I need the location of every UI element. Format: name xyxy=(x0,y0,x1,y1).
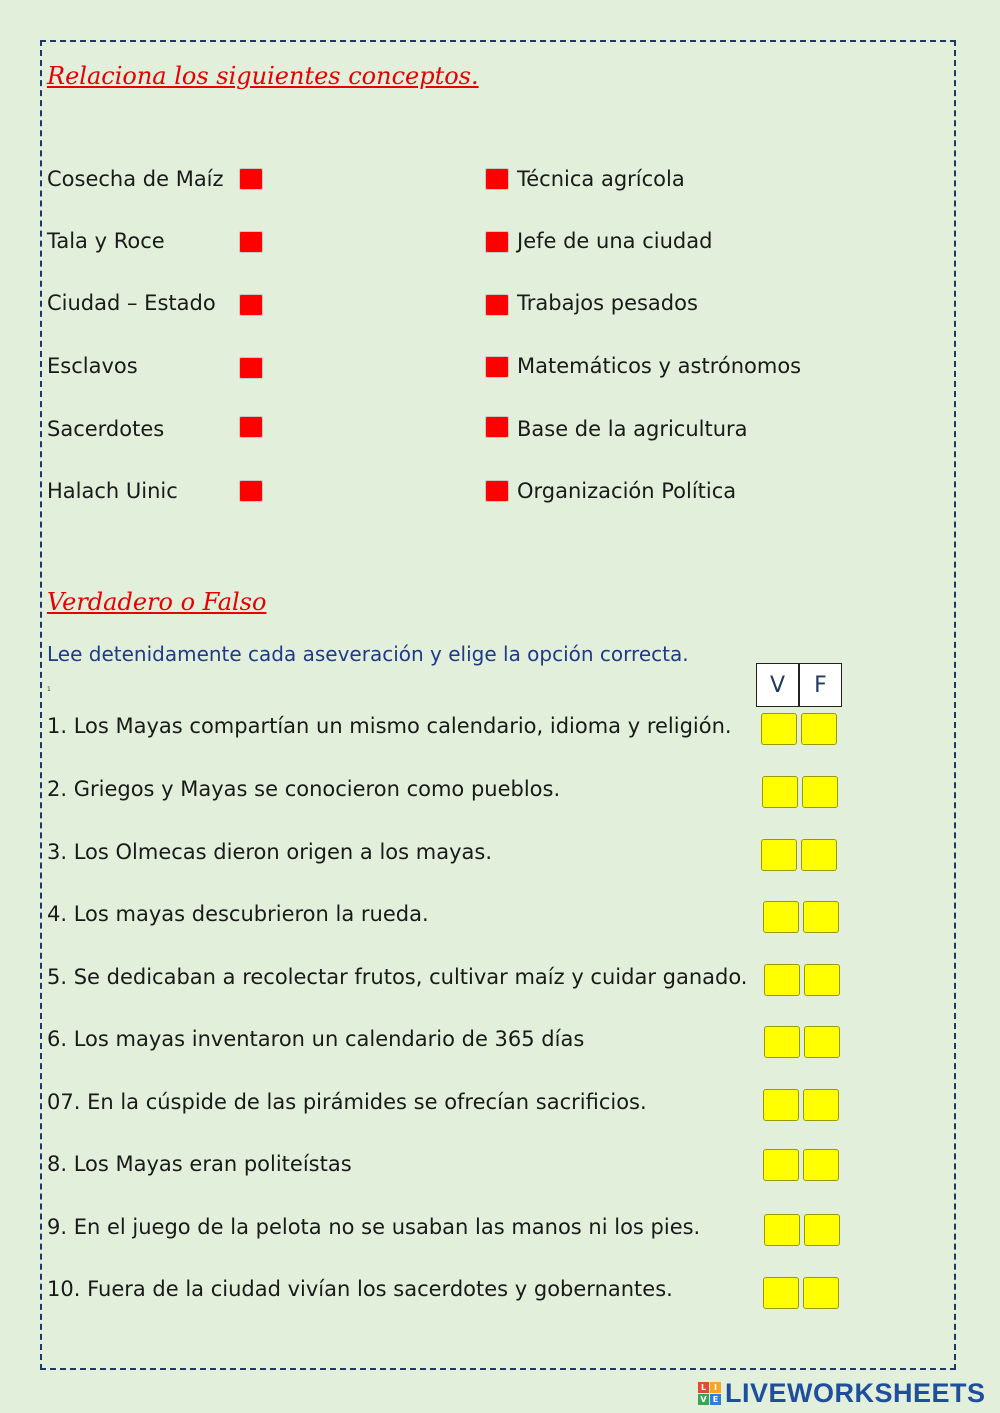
left-match-box-4[interactable] xyxy=(239,357,263,379)
right-concept-4: Matemáticos y astrónomos xyxy=(517,354,802,378)
answer-f-9[interactable] xyxy=(804,1214,840,1246)
answer-f-1[interactable] xyxy=(801,713,837,745)
answer-v-2[interactable] xyxy=(762,776,798,808)
answer-v-9[interactable] xyxy=(764,1214,800,1246)
tf-instruction: Lee detenidamente cada aseveración y elige la opción correcta. xyxy=(47,642,689,666)
answer-f-3[interactable] xyxy=(801,839,837,871)
answer-v-6[interactable] xyxy=(764,1026,800,1058)
left-match-box-2[interactable] xyxy=(239,231,263,253)
answer-v-1[interactable] xyxy=(761,713,797,745)
statement-6: 6. Los mayas inventaron un calendario de 365 días xyxy=(47,1027,585,1051)
answer-f-10[interactable] xyxy=(803,1277,839,1309)
answer-f-4[interactable] xyxy=(803,901,839,933)
right-match-box-3[interactable] xyxy=(485,294,509,316)
right-match-box-4[interactable] xyxy=(485,356,509,378)
answer-f-2[interactable] xyxy=(802,776,838,808)
left-match-box-6[interactable] xyxy=(239,480,263,502)
statement-9: 9. En el juego de la pelota no se usaban las manos ni los pies. xyxy=(47,1215,701,1239)
answer-v-3[interactable] xyxy=(761,839,797,871)
right-concept-1: Técnica agrícola xyxy=(517,167,685,191)
v-column-header: V xyxy=(756,663,799,707)
answer-f-5[interactable] xyxy=(804,964,840,996)
right-concept-6: Organización Política xyxy=(517,479,737,503)
left-match-box-3[interactable] xyxy=(239,294,263,316)
left-concept-1: Cosecha de Maíz xyxy=(47,167,224,191)
logo-letter-e: E xyxy=(710,1394,721,1405)
answer-v-8[interactable] xyxy=(763,1149,799,1181)
answer-v-4[interactable] xyxy=(763,901,799,933)
tf-section-title: Verdadero o Falso xyxy=(47,588,267,616)
answer-f-8[interactable] xyxy=(803,1149,839,1181)
right-match-box-1[interactable] xyxy=(485,168,509,190)
answer-v-5[interactable] xyxy=(764,964,800,996)
answer-f-7[interactable] xyxy=(803,1089,839,1121)
logo-text: LIVEWORKSHEETS xyxy=(725,1377,986,1408)
logo-letter-v: V xyxy=(698,1394,709,1405)
right-match-box-6[interactable] xyxy=(485,480,509,502)
statement-2: 2. Griegos y Mayas se conocieron como pueblos. xyxy=(47,777,561,801)
statement-10: 10. Fuera de la ciudad vivían los sacerdotes y gobernantes. xyxy=(47,1277,673,1301)
right-match-box-5[interactable] xyxy=(485,416,509,438)
right-concept-2: Jefe de una ciudad xyxy=(517,229,713,253)
left-concept-5: Sacerdotes xyxy=(47,417,165,441)
statement-1: 1. Los Mayas compartían un mismo calendario, idioma y religión. xyxy=(47,714,732,738)
statement-4: 4. Los mayas descubrieron la rueda. xyxy=(47,902,429,926)
left-concept-3: Ciudad – Estado xyxy=(47,291,216,315)
logo-mark-icon xyxy=(698,1382,721,1405)
left-match-box-5[interactable] xyxy=(239,416,263,438)
right-concept-3: Trabajos pesados xyxy=(517,291,698,315)
liveworksheets-logo xyxy=(698,1378,986,1408)
logo-letter-i: I xyxy=(710,1382,721,1393)
left-concept-2: Tala y Roce xyxy=(47,229,165,253)
statement-8: 8. Los Mayas eran politeístas xyxy=(47,1152,352,1176)
match-section-title: Relaciona los siguientes conceptos. xyxy=(47,62,479,90)
tiny-mark: 1 xyxy=(47,686,51,693)
right-match-box-2[interactable] xyxy=(485,231,509,253)
answer-v-10[interactable] xyxy=(763,1277,799,1309)
statement-5: 5. Se dedicaban a recolectar frutos, cultivar maíz y cuidar ganado. xyxy=(47,965,748,989)
left-match-box-1[interactable] xyxy=(239,168,263,190)
f-column-header: F xyxy=(799,663,842,707)
left-concept-4: Esclavos xyxy=(47,354,138,378)
statement-7: 07. En la cúspide de las pirámides se ofrecían sacrificios. xyxy=(47,1090,647,1114)
right-concept-5: Base de la agricultura xyxy=(517,417,748,441)
answer-f-6[interactable] xyxy=(804,1026,840,1058)
logo-letter-l: L xyxy=(698,1382,709,1393)
answer-v-7[interactable] xyxy=(763,1089,799,1121)
statement-3: 3. Los Olmecas dieron origen a los mayas. xyxy=(47,840,492,864)
left-concept-6: Halach Uinic xyxy=(47,479,178,503)
